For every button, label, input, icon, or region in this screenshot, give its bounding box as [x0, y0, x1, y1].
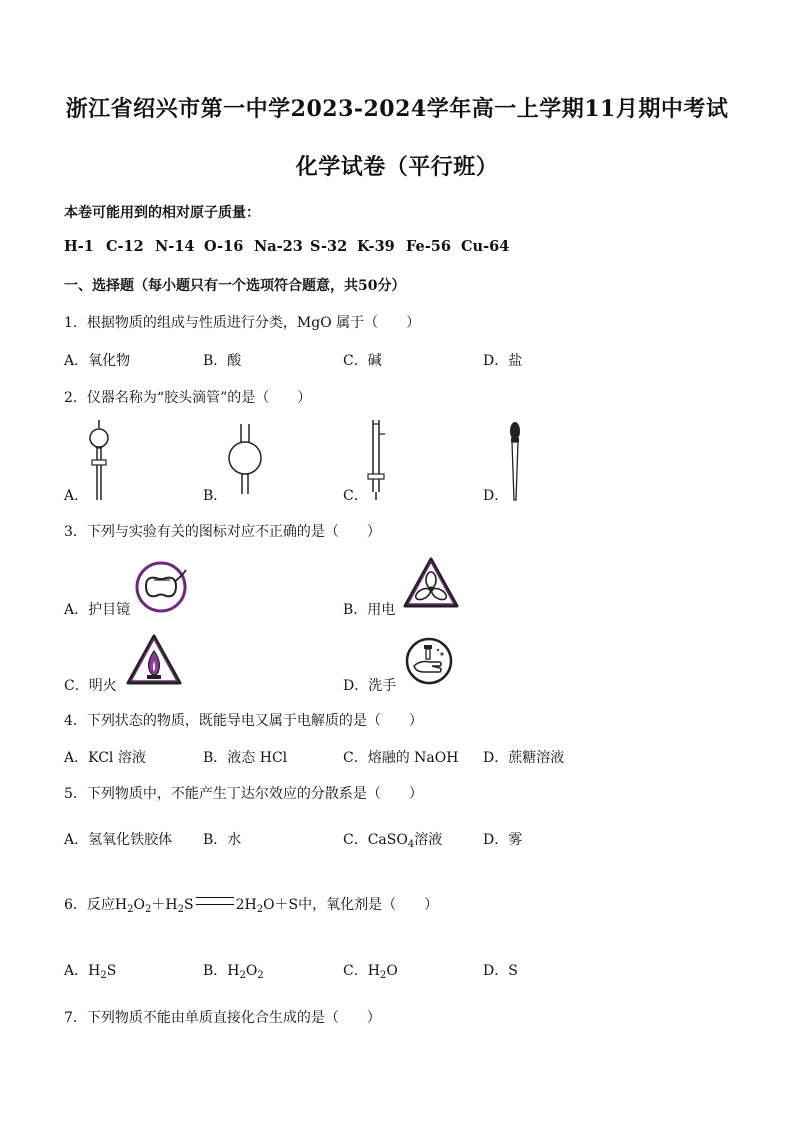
- formula-part: O: [245, 963, 258, 979]
- question-3-option-b[interactable]: B．用电: [343, 602, 396, 618]
- question-5-option-c[interactable]: [343, 829, 442, 850]
- equals-sign: [196, 897, 234, 905]
- question-4-option-c[interactable]: C．熔融的 NaOH: [343, 750, 459, 766]
- question-5-option-d[interactable]: D．雾: [483, 832, 523, 848]
- question-2-option-c[interactable]: C．: [343, 488, 368, 504]
- eq-plus: ＋: [274, 897, 289, 913]
- question-1-option-d[interactable]: D．盐: [483, 353, 523, 369]
- question-4-option-d[interactable]: D．蔗糖溶液: [483, 750, 565, 766]
- question-6-option-b[interactable]: [203, 960, 264, 981]
- dropper-icon: [505, 420, 525, 502]
- question-4-option-b[interactable]: B．液态 HCl: [203, 750, 288, 766]
- option-c-formula: C．CaSO: [343, 832, 408, 848]
- atomic-mass-item: C-12: [106, 238, 144, 255]
- eq-part: H: [114, 897, 128, 913]
- question-3-stem: 3．下列与实验有关的图标对应不正确的是（ ）: [64, 524, 381, 540]
- question-5-option-b[interactable]: B．水: [203, 832, 242, 848]
- fan-electric-icon: [402, 556, 460, 610]
- formula-part: H: [367, 963, 380, 979]
- question-6-option-c[interactable]: [343, 960, 398, 981]
- goggles-icon: [134, 560, 188, 614]
- subscript: 2: [127, 904, 134, 915]
- subscript: 4: [407, 839, 415, 850]
- formula-part: H: [227, 963, 240, 979]
- option-label: B．: [203, 963, 228, 979]
- question-2-option-a[interactable]: A．: [64, 488, 89, 504]
- formula-part: S: [106, 963, 117, 979]
- question-1-option-c[interactable]: C．碱: [343, 353, 382, 369]
- subscript: 2: [145, 904, 152, 915]
- subscript: 2: [379, 970, 387, 981]
- question-1-stem: 1．根据物质的组成与性质进行分类，MgO 属于（ ）: [64, 315, 421, 331]
- subscript: 2: [257, 970, 264, 981]
- subscript: 2: [177, 904, 184, 915]
- atomic-mass-item: S-32: [310, 238, 348, 255]
- option-c-tail: 溶液: [414, 832, 443, 848]
- subscript: 2: [100, 970, 107, 981]
- burette-icon: [365, 420, 389, 502]
- question-2-option-b[interactable]: B．: [203, 488, 228, 504]
- section-heading: 一、选择题（每小题只有一个选项符合题意，共50分）: [64, 278, 406, 294]
- question-5-stem: 5．下列物质中，不能产生丁达尔效应的分散系是（ ）: [64, 786, 423, 802]
- separatory-funnel-icon: [84, 420, 114, 502]
- question-6-option-a[interactable]: [64, 960, 116, 981]
- question-2-stem: 2．仪器名称为“胶头滴管”的是（ ）: [64, 390, 312, 406]
- formula-part: O: [386, 963, 398, 979]
- question-3-option-d[interactable]: D．洗手: [343, 678, 397, 694]
- question-4-option-a[interactable]: A．KCl 溶液: [64, 750, 146, 766]
- page-title: 浙江省绍兴市第一中学2023-2024学年高一上学期11月期中考试: [65, 96, 729, 122]
- subscript: 2: [239, 970, 246, 981]
- atomic-mass-item: Cu-64: [461, 238, 510, 255]
- eq-part: 2H: [235, 897, 257, 913]
- question-5-option-a[interactable]: A．氢氧化铁胶体: [64, 832, 173, 848]
- eq-part: S: [288, 897, 299, 913]
- eq-part: H: [165, 897, 178, 913]
- round-bottom-flask-icon: [222, 424, 268, 496]
- atomic-mass-heading: 本卷可能用到的相对原子质量：: [64, 205, 260, 221]
- page-subtitle: 化学试卷（平行班）: [295, 154, 499, 180]
- question-6-option-d[interactable]: D．S: [483, 963, 518, 979]
- atomic-mass-item: Na-23: [254, 238, 303, 255]
- eq-plus: ＋: [151, 897, 166, 913]
- option-label: A．: [64, 963, 89, 979]
- flame-warning-icon: [125, 633, 183, 687]
- stem-suffix: 中，氧化剂是（ ）: [298, 897, 439, 913]
- atomic-mass-item: O-16: [204, 238, 244, 255]
- subscript: 2: [256, 904, 264, 915]
- equation: [115, 897, 298, 913]
- stem-prefix: 6．反应: [64, 897, 115, 913]
- atomic-mass-item: H-1: [64, 238, 94, 255]
- question-1-option-a[interactable]: A．氧化物: [64, 353, 131, 369]
- question-4-stem: 4．下列状态的物质，既能导电又属于电解质的是（ ）: [64, 713, 423, 729]
- eq-part: O: [263, 897, 275, 913]
- handwash-icon: [404, 636, 454, 686]
- atomic-mass-item: K-39: [357, 238, 395, 255]
- atomic-mass-item: Fe-56: [406, 238, 451, 255]
- option-label: C．: [343, 963, 368, 979]
- eq-part: S: [183, 897, 194, 913]
- question-7-stem: 7．下列物质不能由单质直接化合生成的是（ ）: [64, 1010, 381, 1026]
- question-1-option-b[interactable]: B．酸: [203, 353, 242, 369]
- formula-part: H: [88, 963, 101, 979]
- eq-part: O: [133, 897, 145, 913]
- question-3-option-a[interactable]: A．护目镜: [64, 602, 131, 618]
- atomic-mass-item: N-14: [155, 238, 195, 255]
- question-2-option-d[interactable]: D．: [483, 488, 509, 504]
- question-3-option-c[interactable]: C．明火: [64, 678, 117, 694]
- question-6-stem: [64, 894, 438, 915]
